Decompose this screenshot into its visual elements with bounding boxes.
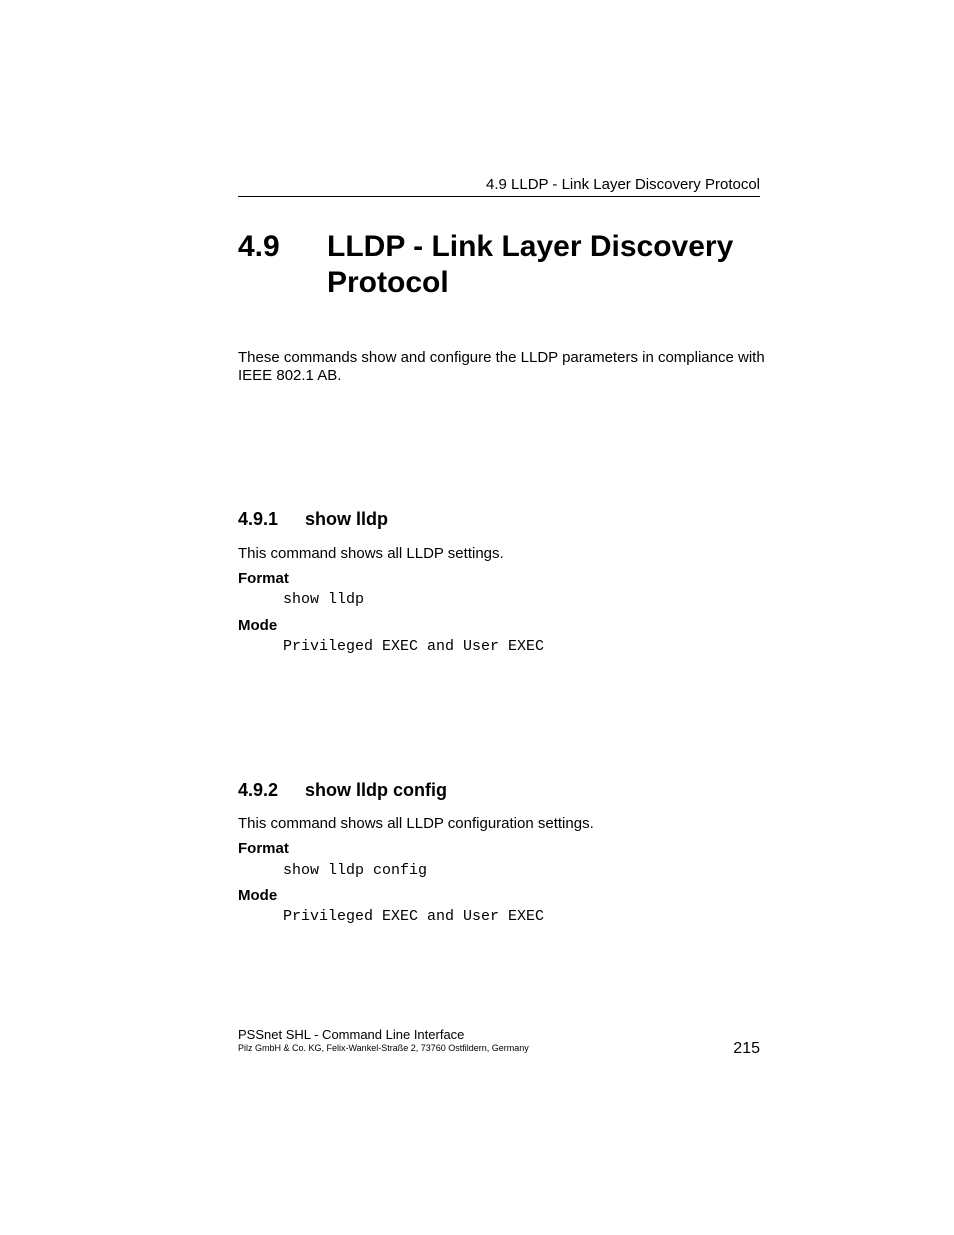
footer-doc-title: PSSnet SHL - Command Line Interface [238,1027,465,1042]
format-command: show lldp config [283,862,428,879]
mode-value: Privileged EXEC and User EXEC [283,638,545,655]
format-command: show lldp [283,591,365,608]
mode-label: Mode [238,617,278,634]
section-title: show lldp [305,509,388,529]
chapter-intro: These commands show and configure the LLDP parameters in compliance with IEEE 802.1 AB. [238,349,765,384]
section-description: This command shows all LLDP settings. [238,545,504,562]
section-number: 4.9.2 [238,780,279,800]
mode-label: Mode [238,887,278,904]
section-description: This command shows all LLDP configuration settings. [238,815,594,832]
page-number: 215 [733,1040,760,1057]
section-title: show lldp config [305,780,447,800]
section-number: 4.9.1 [238,509,279,529]
chapter-number: 4.9 [238,230,280,263]
header-rule [238,196,760,197]
format-label: Format [238,840,289,857]
format-label: Format [238,570,289,587]
running-header: 4.9 LLDP - Link Layer Discovery Protocol [485,176,760,193]
chapter-title: LLDP - Link Layer Discovery Protocol [327,230,734,299]
mode-value: Privileged EXEC and User EXEC [283,908,545,925]
footer-address: Pilz GmbH & Co. KG, Felix-Wankel-Straße 2, 73760 Ostfildern, Germany [238,1043,529,1053]
